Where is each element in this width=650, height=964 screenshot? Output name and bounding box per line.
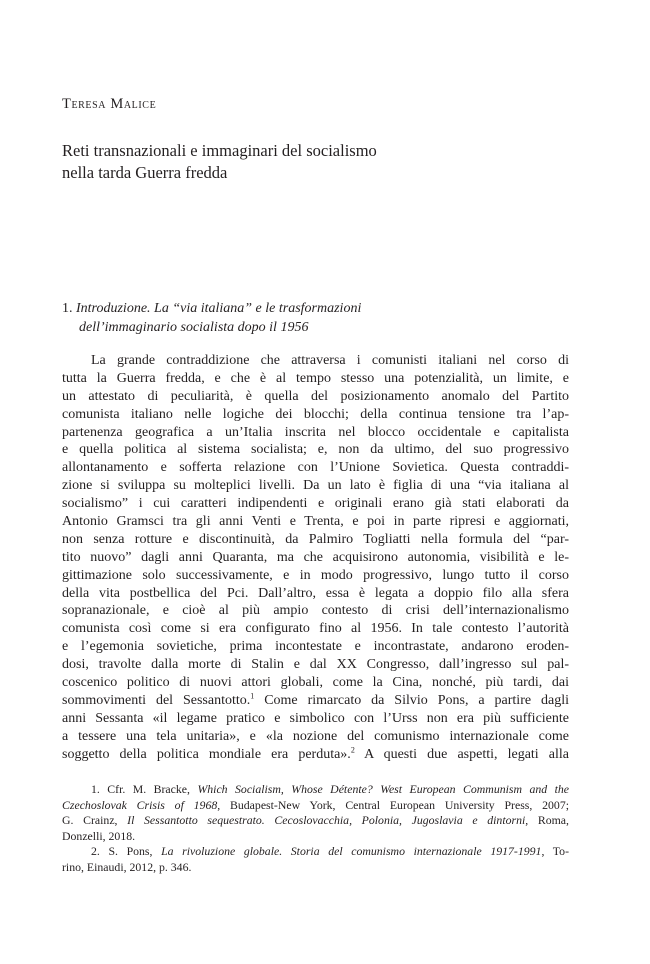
footnote-ref[interactable]: 2 xyxy=(350,744,355,754)
body-line: socialismo” i cui caratteri indipendenti e originali erano già stati elaborati da xyxy=(62,496,569,512)
section-heading-line: Introduzione. La “via italiana” e le trasformazioni xyxy=(76,301,362,316)
body-line: sommovimenti del Sessantotto.$^1$ Come rimarcato da Silvio Pons, a partire dagli xyxy=(62,691,569,708)
chapter-title-line: Reti transnazionali e immaginari del socialismo xyxy=(62,141,377,160)
footnote-ref[interactable]: 1 xyxy=(250,691,255,701)
footnotes xyxy=(62,782,569,876)
body-line: non senza rotture e discontinuità, da Palmiro Togliatti nella formula del “par- xyxy=(62,531,569,547)
body-line: allontanamento e sofferta relazione con l’Unione Sovietica. Questa contraddi- xyxy=(62,460,569,476)
body-line: e quella politica al sistema socialista; e, non da ultimo, del suo progressivo xyxy=(62,442,569,458)
body-line: e l’egemonia sovietiche, prima incontestate e incontrastate, andarono eroden- xyxy=(62,639,569,655)
body-line: sopranazionale, e cioè al più ampio contesto di crisi dell’internazionalismo xyxy=(62,603,569,619)
chapter-title-line: nella tarda Guerra fredda xyxy=(62,163,228,182)
body-line: La grande contraddizione che attraversa i comunisti italiani nel corso di xyxy=(91,353,569,368)
body-line: partenenza geografica a un’Italia inscrita nel blocco occidentale e capitalista xyxy=(62,424,569,440)
footnote-line: rino, Einaudi, 2012, p. 346. xyxy=(62,859,192,874)
section-heading xyxy=(62,300,582,337)
footnote-line: Donzelli, 2018. xyxy=(62,828,136,843)
body-line: della vita postbellica del Pci. Dall’altro, essa è legata a doppio filo alla sfera xyxy=(62,585,569,601)
body-line: tito nuovo” dagli anni Quaranta, ma che acquisirono autonomia, visibilità e le- xyxy=(62,549,569,565)
author-name: Teresa Malice xyxy=(62,96,157,112)
body-line: soggetto della politica mondiale era perduta».$^2$ A questi due aspetti, legati alla xyxy=(62,744,570,762)
section-heading-line: dell’immaginario socialista dopo il 1956 xyxy=(79,319,309,335)
body-line: comunista così come si era configurato fino al 1956. In tale contesto l’autorità xyxy=(62,621,569,637)
footnote-line: G. Crainz, Il Sessantotto sequestrato. Cecoslovacchia, Polonia, Jugoslavia e dintorni, Roma, xyxy=(62,813,569,828)
body-line: a tessere una tela unitaria», e «la nozione del comunismo internazionale come xyxy=(62,728,569,744)
footnote-line: Czechoslovak Crisis of 1968, Budapest-New York, Central European University Press, 2007; xyxy=(62,797,569,812)
body-line: comunista italiano nelle logiche dei blocchi; della continua tensione tra l’ap- xyxy=(62,406,569,422)
body-line: anni Sessanta «il legame pratico e simbolico con l’Urss non era più sufficiente xyxy=(62,710,569,726)
body-line: tutta la Guerra fredda, e che è al tempo stesso una potenzialità, un limite, e xyxy=(62,370,569,386)
section-number: 1. xyxy=(62,301,73,316)
body-text xyxy=(62,352,569,763)
body-line: Antonio Gramsci tra gli anni Venti e Trenta, e poi in parte ripresi e aggiornati, xyxy=(62,514,569,530)
footnote-line: 2. S. Pons, La rivoluzione globale. Storia del comunismo internazionale 1917-1991, To- xyxy=(91,844,570,859)
body-line: dosi, travolte dalla morte di Stalin e dal XX Congresso, dall’ingresso sul pal- xyxy=(62,657,569,673)
body-line: gittimazione solo successivamente, e in modo progressivo, lungo tutto il corso xyxy=(62,567,569,583)
body-line: zione si sviluppa su molteplici livelli. Da un lato è figlia di una “via italiana al xyxy=(62,478,569,494)
body-line: coscenico politico di nuovi attori globali, come la Cina, nonché, più tardi, dai xyxy=(62,675,569,691)
body-line: un attestato di peculiarità, è quella del posizionamento anomalo del Partito xyxy=(62,388,569,404)
footnote-line: 1. Cfr. M. Bracke, Which Socialism, Whose Détente? West European Communism and the xyxy=(91,782,569,796)
chapter-title xyxy=(62,140,562,184)
